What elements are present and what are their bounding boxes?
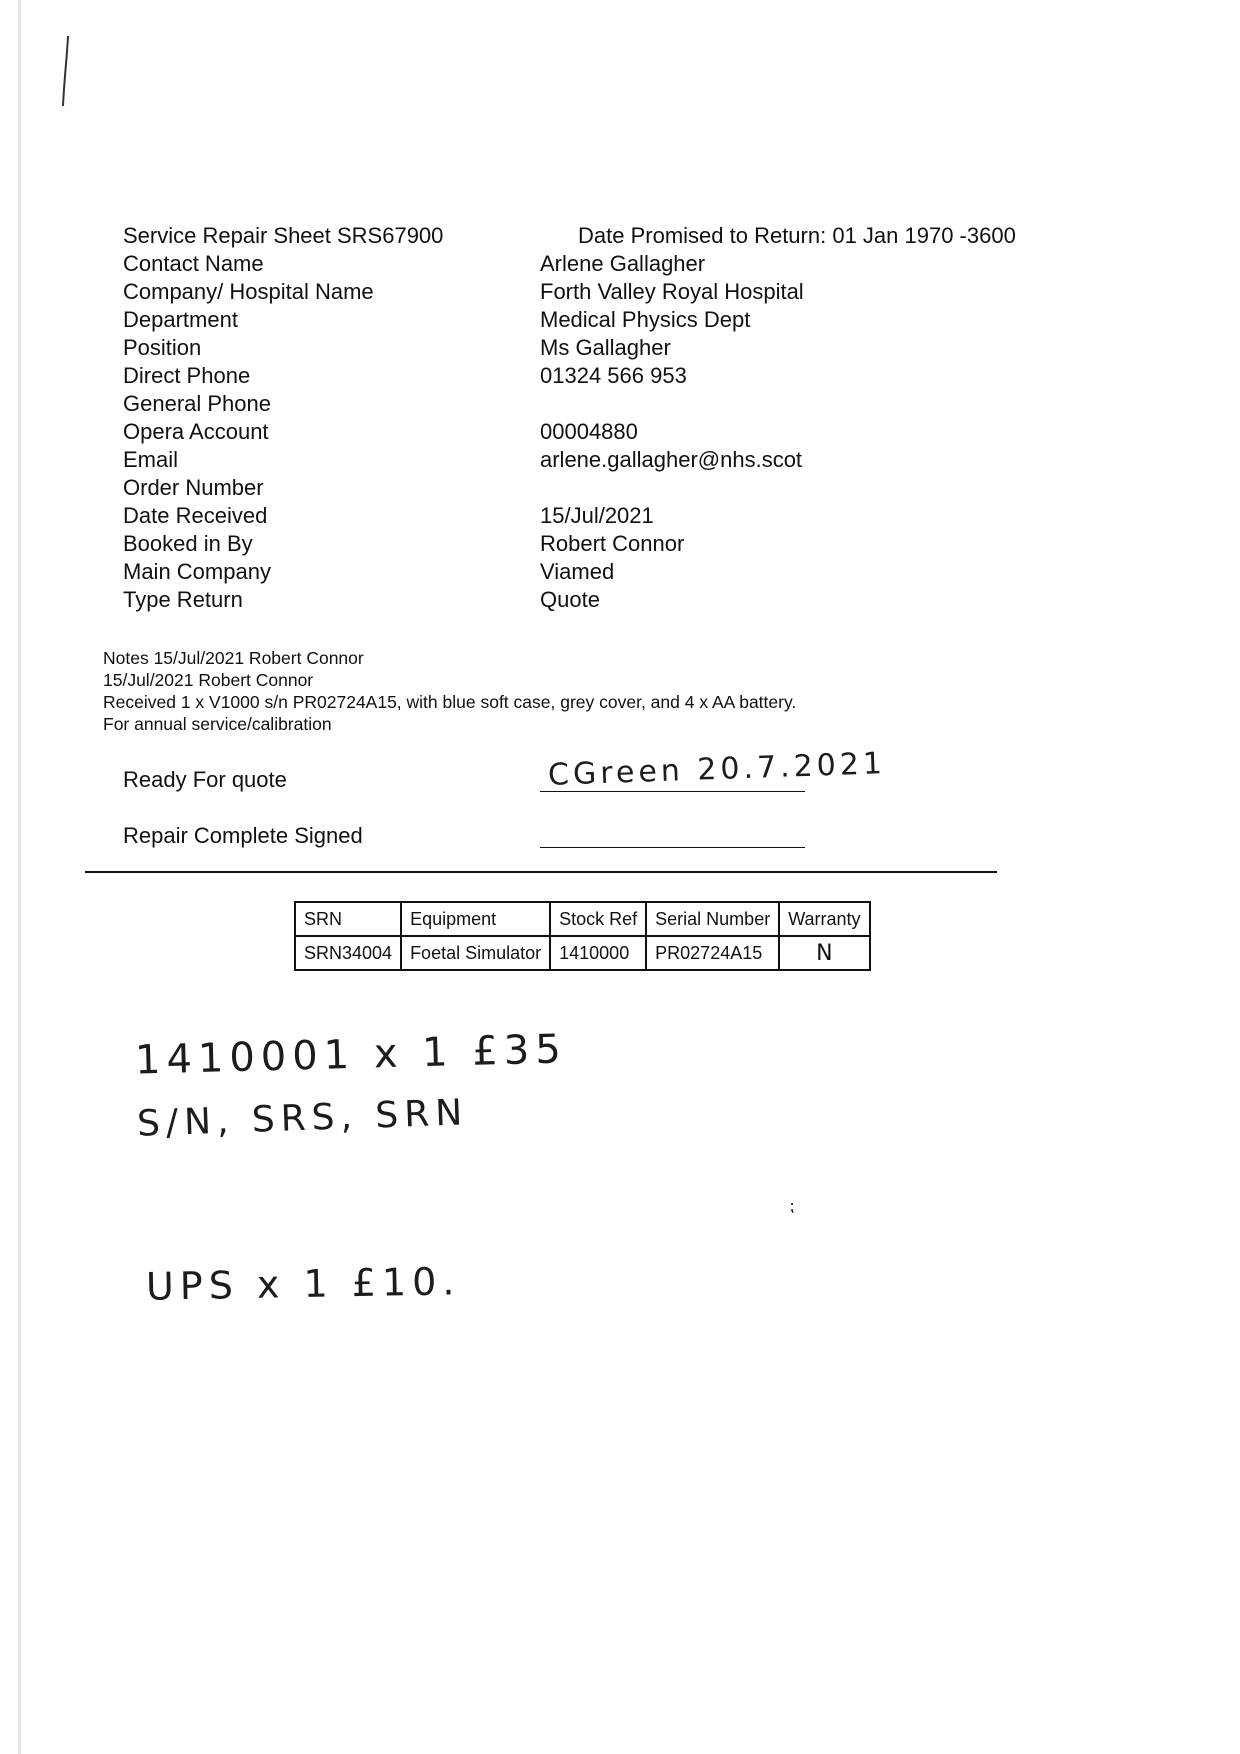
field-value-main-company: Viamed xyxy=(540,559,615,584)
field-value-opera-account: 00004880 xyxy=(540,419,638,444)
date-promised: Date Promised to Return: 01 Jan 1970 -3600 xyxy=(578,223,1016,248)
field-label-main-company: Main Company xyxy=(123,559,271,584)
header-warranty: Warranty xyxy=(779,902,869,936)
cell-serial-number: PR02724A15 xyxy=(646,936,779,970)
repair-complete-signature-line xyxy=(540,847,805,848)
table-header-row xyxy=(295,902,870,936)
field-value-type-return: Quote xyxy=(540,587,600,612)
field-label-email: Email xyxy=(123,447,179,472)
handwritten-note: 1410001 x 1 £35 xyxy=(134,1026,568,1084)
stray-mark: ⁏ xyxy=(789,1198,795,1215)
scan-edge xyxy=(18,0,21,1754)
field-value-contact-name: Arlene Gallagher xyxy=(540,251,706,276)
header-stock-ref: Stock Ref xyxy=(550,902,646,936)
field-value-email: arlene.gallagher@nhs.scot xyxy=(540,447,803,472)
field-label-direct-phone: Direct Phone xyxy=(123,363,251,388)
field-value-company: Forth Valley Royal Hospital xyxy=(540,279,804,304)
equipment-table xyxy=(294,901,871,971)
header-srn: SRN xyxy=(295,902,401,936)
cell-warranty: N xyxy=(779,936,869,970)
ready-signature-line xyxy=(540,791,805,792)
repair-complete-label: Repair Complete Signed xyxy=(123,823,363,848)
ready-signature-handwritten: CGreen 20.7.2021 xyxy=(547,746,887,793)
field-value-position: Ms Gallagher xyxy=(540,335,671,360)
field-label-type-return: Type Return xyxy=(123,587,243,612)
field-label-booked-in-by: Booked in By xyxy=(123,531,253,556)
notes-line: 15/Jul/2021 Robert Connor xyxy=(103,670,314,690)
field-label-opera-account: Opera Account xyxy=(123,419,269,444)
notes-line: Notes 15/Jul/2021 Robert Connor xyxy=(103,648,364,668)
header-equipment: Equipment xyxy=(401,902,550,936)
section-divider xyxy=(85,871,997,873)
field-label-date-received: Date Received xyxy=(123,503,268,528)
notes-line: For annual service/calibration xyxy=(103,714,332,734)
header-serial-number: Serial Number xyxy=(646,902,779,936)
cell-srn: SRN34004 xyxy=(295,936,401,970)
field-value-department: Medical Physics Dept xyxy=(540,307,751,332)
field-value-direct-phone: 01324 566 953 xyxy=(540,363,687,388)
field-label-contact-name: Contact Name xyxy=(123,251,264,276)
handwritten-note: S/N, SRS, SRN xyxy=(136,1092,469,1145)
field-label-company: Company/ Hospital Name xyxy=(123,279,374,304)
field-label-department: Department xyxy=(123,307,238,332)
field-label-position: Position xyxy=(123,335,202,360)
table-row xyxy=(295,936,870,970)
ready-for-quote-label: Ready For quote xyxy=(123,767,287,792)
handwritten-note: UPS x 1 £10. xyxy=(145,1259,461,1309)
field-label-general-phone: General Phone xyxy=(123,391,271,416)
pen-stroke-mark xyxy=(60,32,72,112)
notes-line: Received 1 x V1000 s/n PR02724A15, with blue soft case, grey cover, and 4 x AA battery. xyxy=(103,692,797,712)
field-value-date-received: 15/Jul/2021 xyxy=(540,503,654,528)
field-label-order-number: Order Number xyxy=(123,475,264,500)
cell-equipment: Foetal Simulator xyxy=(401,936,550,970)
sheet-title: Service Repair Sheet SRS67900 xyxy=(123,223,444,248)
field-value-booked-in-by: Robert Connor xyxy=(540,531,685,556)
cell-stock-ref: 1410000 xyxy=(550,936,646,970)
